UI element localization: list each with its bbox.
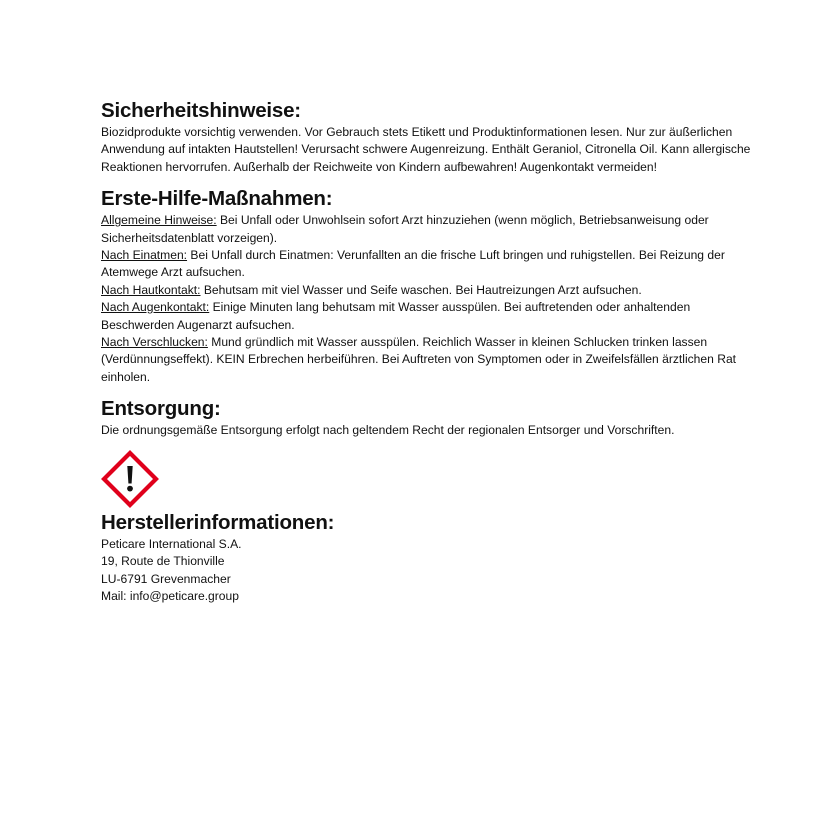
first-aid-item-text: Bei Unfall oder Unwohlsein sofort Arzt hinzuziehen (wenn möglich, Betriebsanweisung oder Sicherheitsdatenblatt vorzeigen).: [101, 213, 709, 245]
manufacturer-city: LU-6791 Grevenmacher: [101, 571, 231, 586]
manufacturer-section: [101, 510, 751, 606]
disposal-text: Die ordnungsgemäße Entsorgung erfolgt nach geltendem Recht der regionalen Entsorger und Vorschriften.: [101, 423, 675, 438]
first-aid-item-text: Behutsam mit viel Wasser und Seife waschen. Bei Hautreizungen Arzt aufsuchen.: [200, 282, 642, 297]
first-aid-item: [101, 212, 751, 247]
exclamation-mark-hazard-icon: [101, 450, 159, 508]
first-aid-item: [101, 334, 751, 386]
first-aid-item: [101, 282, 751, 299]
safety-text: Biozidprodukte vorsichtig verwenden. Vor Gebrauch stets Etikett und Produktinformationen lesen. Nur zur äußerlichen Anwendung auf intakten Hautstellen! Verursacht schwere Augenreizung. Enthält Geraniol, Citronella Oil. Kann allergische Reaktionen hervorrufen. Außerhalb der Reichweite von Kindern aufbewahren! Augenkontakt vermeiden!: [101, 125, 751, 174]
manufacturer-address: [101, 536, 751, 606]
manufacturer-street: 19, Route de Thionville: [101, 554, 225, 569]
first-aid-item-label: Nach Augenkontakt:: [101, 300, 210, 315]
manufacturer-company: Peticare International S.A.: [101, 536, 242, 551]
label-content: [101, 98, 751, 615]
first-aid-item-text: Einige Minuten lang behutsam mit Wasser ausspülen. Bei auftretenden oder anhaltenden Beschwerden Augenarzt aufsuchen.: [101, 300, 691, 332]
safety-heading: Sicherheitshinweise:: [101, 99, 301, 122]
safety-section: [101, 98, 751, 176]
first-aid-item-label: Nach Einatmen:: [101, 248, 188, 263]
first-aid-item-label: Nach Hautkontakt:: [101, 282, 201, 297]
first-aid-item: [101, 299, 751, 334]
first-aid-item-label: Allgemeine Hinweise:: [101, 213, 217, 228]
first-aid-item-label: Nach Verschlucken:: [101, 335, 208, 350]
first-aid-item: [101, 247, 751, 282]
manufacturer-email: Mail: info@peticare.group: [101, 588, 239, 603]
first-aid-section: [101, 186, 751, 386]
manufacturer-heading: Herstellerinformationen:: [101, 510, 335, 534]
first-aid-list: [101, 212, 751, 386]
first-aid-item-text: Bei Unfall durch Einatmen: Verunfallten an die frische Luft bringen und ruhigstellen. Bei Reizung der Atemwege Arzt aufsuchen.: [101, 248, 725, 280]
disposal-section: [101, 396, 751, 439]
first-aid-item-text: Mund gründlich mit Wasser ausspülen. Reichlich Wasser in kleinen Schlucken trinken lassen (Verdünnungseffekt). KEIN Erbrechen herbeiführen. Bei Auftreten von Symptomen oder in Zweifelsfällen ärztlichen Rat einholen.: [101, 335, 737, 384]
first-aid-heading: Erste-Hilfe-Maßnahmen:: [101, 187, 333, 211]
disposal-heading: Entsorgung:: [101, 397, 221, 421]
